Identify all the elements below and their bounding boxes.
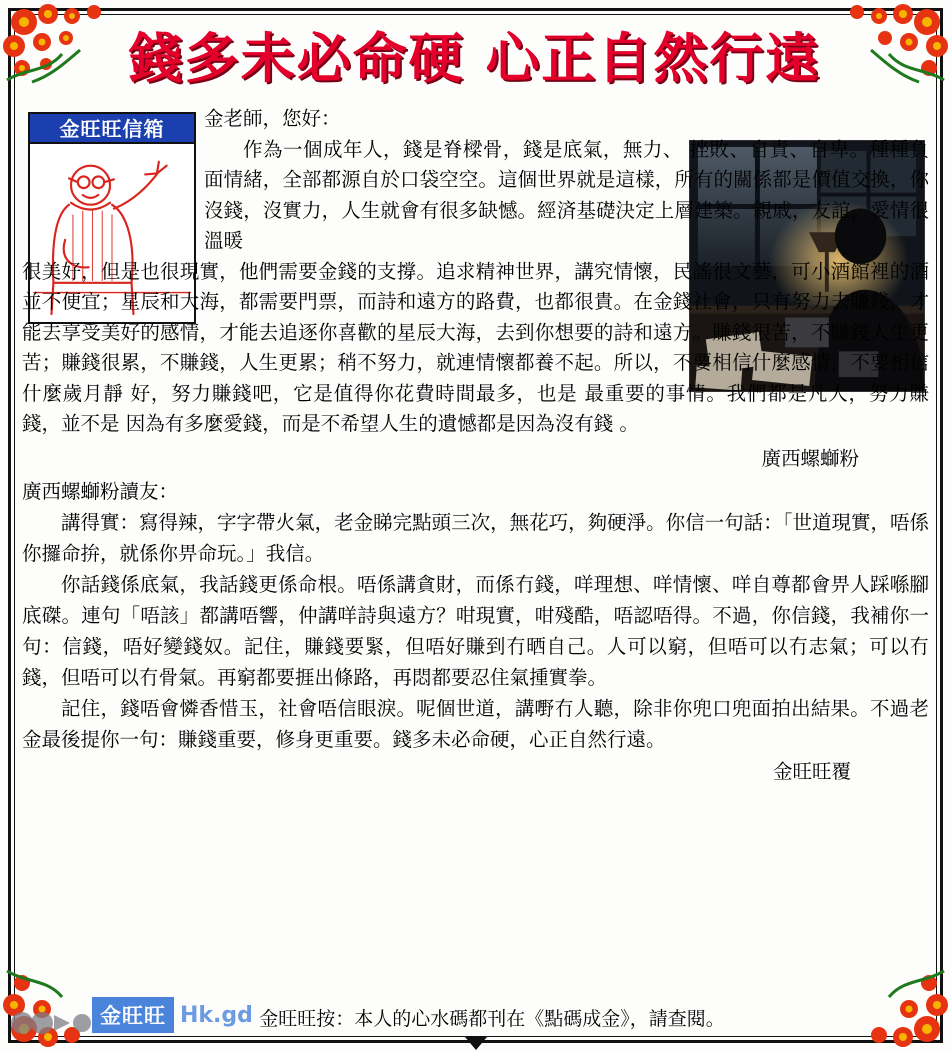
watermark-badge: 金旺旺 bbox=[92, 997, 174, 1033]
letter-text bbox=[22, 104, 929, 788]
reply-paragraph-1: 講得實：寫得辣，字字帶火氣，老金睇完點頭三次，無花巧，夠硬淨。你信一句話：「世道現實，唔係你攞命拚，就係你畀命玩。」我信。 bbox=[22, 511, 929, 565]
mailbox-logo-title: 金旺旺信箱 bbox=[30, 114, 194, 144]
reply-greeting: 廣西螺螄粉讀友： bbox=[22, 480, 179, 503]
article-body bbox=[22, 104, 929, 1034]
page-title: 錢多未必命硬 心正自然行遠 bbox=[128, 26, 822, 90]
letter-paragraph-2: 很美好，但是也很現實，他們需要金錢的支撐。追求精神世界，講究情懷，民謠很文藝，可小酒館裡的酒並不便宜；星辰和大海，都需要門票，而詩和遠方的路費，也都很貴。在金錢社會，只有努力去賺錢，才能去享受美好的感情，才能去追逐你喜歡的星辰大海，去到你想要的詩和遠方。賺錢很苦，不賺錢人生更苦；賺錢很累，不賺錢，人生更累；稍不努力，就連情懷都養不起。所以，不要相信什麼感情，不要相信什麼歲月靜 好，努力賺錢吧，它是值得你花費時間最多，也是 最重要的事情。我們都是凡人，努力賺錢，並不是 因為有多麼愛錢，而是不希望人生的遺憾都是因為沒有錢 。 bbox=[22, 259, 929, 435]
footer-note: 金旺旺按：本人的心水碼都刊在《點碼成金》，請查閱。 bbox=[259, 1008, 725, 1030]
watermark-logo-icon bbox=[8, 1001, 98, 1041]
letter-signature: 廣西螺螄粉 bbox=[761, 446, 859, 470]
watermark-site: Hk.gd bbox=[180, 1002, 253, 1028]
reply-paragraph-3: 記住，錢唔會憐香惜玉，社會唔信眼淚。呢個世道，講嘢冇人聽，除非你兜口兜面拍出結果。不過老金最後提你一句：賺錢重要，修身更重要。錢多未必命硬，心正自然行遠。 bbox=[22, 697, 929, 751]
triangle-mark-icon bbox=[463, 1035, 489, 1051]
letter-paragraph-1: 作為一個成年人，錢是脊樑骨，錢是底氣，無力、 挫敗、自責、自卑。種種負面情緒，全部都源自於口袋空空。這個世界就是這樣，所有的關係都是價值交換，你沒錢，沒實力，人生就會有很多缺憾。經済基礎決定上層建築。親戚，友誼，愛情很溫暖 bbox=[204, 137, 929, 252]
watermark bbox=[92, 997, 253, 1033]
letter-greeting: 金老師，您好： bbox=[204, 107, 341, 130]
reply-paragraph-2: 你話錢係底氣，我話錢更係命根。唔係講貪財，而係冇錢，咩理想、咩情懷、咩自尊都會畀人踩喺腳底磔。連句「唔該」都講唔響，仲講咩詩與遠方？咁現實，咁殘酷，唔認唔得。不過，你信錢，我補你一句：信錢，唔好變錢奴。記住，賺錢要緊，但唔好賺到冇晒自己。人可以窮，但唔可以冇志氣；可以冇錢，但唔可以冇骨氣。再窮都要捱出條路，再悶都要忍住氣揰實拳。 bbox=[22, 573, 929, 689]
reply-signature: 金旺旺覆 bbox=[772, 760, 851, 783]
